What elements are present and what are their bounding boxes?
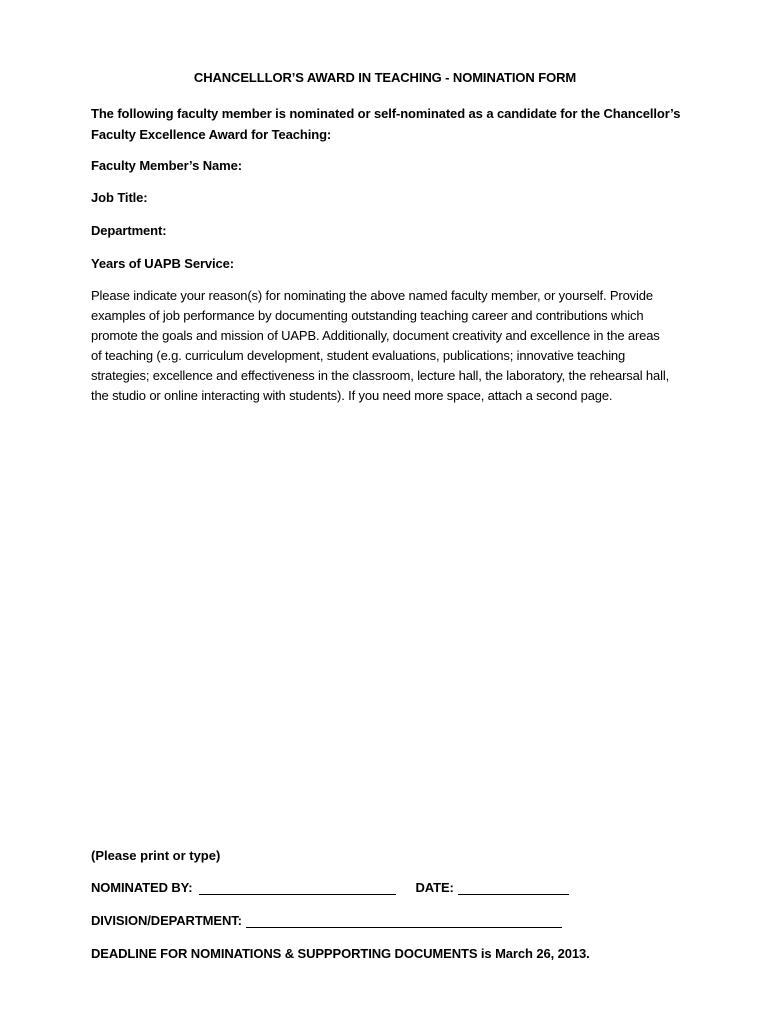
form-title: CHANCELLLOR’S AWARD IN TEACHING - NOMINATION FORM	[193, 70, 577, 85]
intro-text	[91, 103, 691, 145]
reasons-line: promote the goals and mission of UAPB. Additionally, document creativity and excellence in the areas	[91, 328, 660, 343]
reasons-line: Please indicate your reason(s) for nominating the above named faculty member, or yourself. Provide	[91, 288, 653, 303]
reasons-line: the studio or online interacting with students). If you need more space, attach a second page.	[91, 388, 613, 403]
years-of-service-label: Years of UAPB Service:	[91, 256, 235, 271]
nominated-by-label: NOMINATED BY:	[91, 880, 193, 895]
print-or-type-note: (Please print or type)	[91, 848, 221, 863]
reasons-line: examples of job performance by documenting outstanding teaching career and contributions which	[91, 308, 644, 323]
job-title-label: Job Title:	[91, 190, 148, 205]
date-blank[interactable]	[458, 880, 569, 895]
deadline-notice: DEADLINE FOR NOMINATIONS & SUPPPORTING DOCUMENTS is March 26, 2013.	[91, 946, 590, 961]
department-label: Department:	[91, 223, 167, 238]
nominated-by-row	[91, 880, 569, 895]
reasons-line: of teaching (e.g. curriculum development, student evaluations, publications; innovative teaching	[91, 348, 626, 363]
intro-line-2: Faculty Excellence Award for Teaching:	[91, 127, 332, 142]
intro-line-1: The following faculty member is nominated or self-nominated as a candidate for the Chancellor’s	[91, 106, 681, 121]
division-department-row	[91, 913, 562, 928]
reasons-instructions	[91, 286, 691, 406]
reasons-line: strategies; excellence and effectiveness in the classroom, lecture hall, the laboratory, the rehearsal hall,	[91, 368, 670, 383]
division-department-blank[interactable]	[246, 913, 562, 928]
nominated-by-blank[interactable]	[199, 880, 396, 895]
division-department-label: DIVISION/DEPARTMENT:	[91, 913, 242, 928]
faculty-name-label: Faculty Member’s Name:	[91, 158, 242, 173]
date-label: DATE:	[415, 880, 454, 895]
